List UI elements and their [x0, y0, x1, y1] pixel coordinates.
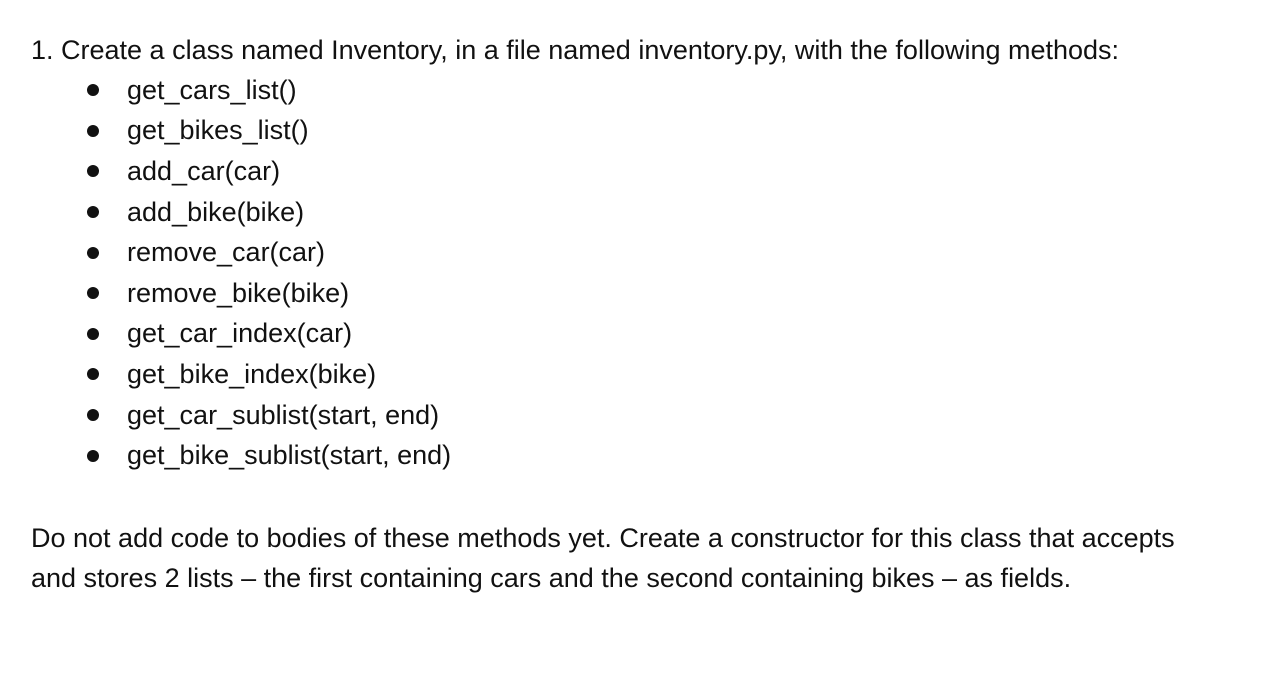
method-name: get_cars_list(): [127, 74, 297, 105]
bullet-icon: [87, 409, 99, 421]
method-name: get_bike_sublist(start, end): [127, 440, 452, 471]
method-list-item: [87, 151, 1261, 192]
bullet-icon: [87, 247, 99, 259]
method-name: add_car(car): [127, 155, 281, 186]
method-name: get_car_index(car): [127, 318, 353, 349]
bullet-icon: [87, 450, 99, 462]
bullet-icon: [87, 206, 99, 218]
method-name: remove_bike(bike): [127, 277, 350, 308]
bullet-icon: [87, 368, 99, 380]
method-list-item: [87, 395, 1261, 436]
method-list-item: [87, 314, 1261, 355]
method-list-item: [87, 354, 1261, 395]
method-name: remove_car(car): [127, 237, 326, 268]
bullet-icon: [87, 165, 99, 177]
method-list-item: [87, 192, 1261, 233]
document-body: [31, 30, 1261, 598]
method-name: get_car_sublist(start, end): [127, 399, 440, 430]
method-list-item: [87, 70, 1261, 111]
bullet-icon: [87, 328, 99, 340]
method-list-item: [87, 435, 1261, 476]
method-list-item: [87, 111, 1261, 152]
bullet-icon: [87, 287, 99, 299]
method-name: get_bikes_list(): [127, 115, 309, 146]
method-list-item: [87, 273, 1261, 314]
bullet-icon: [87, 125, 99, 137]
method-name: get_bike_index(bike): [127, 358, 377, 389]
method-name: add_bike(bike): [127, 196, 305, 227]
bullet-icon: [87, 84, 99, 96]
task-heading: 1. Create a class named Inventory, in a file named inventory.py, with the following methods:: [31, 35, 1120, 65]
method-list-item: [87, 232, 1261, 273]
instructions-paragraph: Do not add code to bodies of these methods yet. Create a constructor for this class that accepts and stores 2 lists – the first containing cars and the second containing bikes – as fields.: [31, 522, 1175, 593]
method-list: [31, 70, 1261, 476]
